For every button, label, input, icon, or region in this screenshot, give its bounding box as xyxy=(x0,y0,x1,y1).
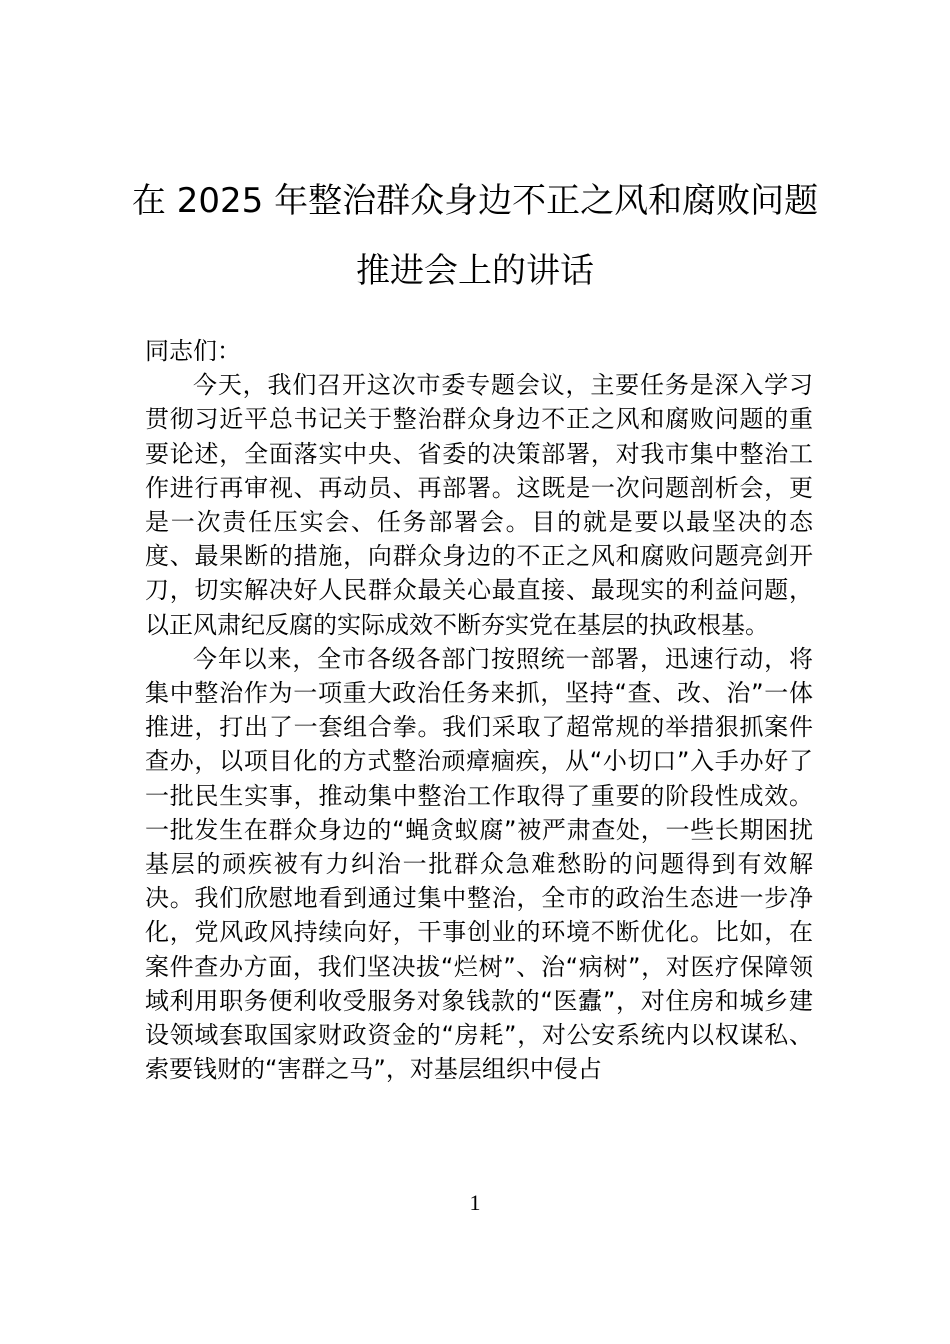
document-title: 在 2025 年整治群众身边不正之风和腐败问题推进会上的讲话 xyxy=(131,181,819,291)
salutation: 同志们： xyxy=(145,337,241,365)
paragraph-1: 今天，我们召开这次市委专题会议，主要任务是深入学习贯彻习近平总书记关于整治群众身边不正之风和腐败问题的重要论述，全面落实中央、省委的决策部署，对我市集中整治工作进行再审视、再动员、再部署。这既是一次问题剖析会，更是一次责任压实会、任务部署会。目的就是要以最坚决的态度、最果断的措施，向群众身边的不正之风和腐败问题亮剑开刀，切实解决好人民群众最关心最直接、最现实的利益问题，以正风肃纪反腐的实际成效不断夯实党在基层的执政根基。 xyxy=(145,371,813,639)
document-body xyxy=(145,334,813,1086)
paragraph-2: 今年以来，全市各级各部门按照统一部署，迅速行动，将集中整治作为一项重大政治任务来抓，坚持“查、改、治”一体推进，打出了一套组合拳。我们采取了超常规的举措狠抓案件查办，以项目化的方式整治顽瘴痼疾，从“小切口”入手办好了一批民生实事，推动集中整治工作取得了重要的阶段性成效。一批发生在群众身边的“蝇贪蚁腐”被严肃查处，一些长期困扰基层的顽疾被有力纠治一批群众急难愁盼的问题得到有效解决。我们欣慰地看到通过集中整治，全市的政治生态进一步净化，党风政风持续向好，干事创业的环境不断优化。比如，在案件查办方面，我们坚决拔“烂树”、治“病树”，对医疗保障领域利用职务便利收受服务对象钱款的“医蠹”，对住房和城乡建设领域套取国家财政资金的“房耗”，对公安系统内以权谋私、索要钱财的“害群之马”，对基层组织中侵占 xyxy=(145,644,813,1084)
page-number: 1 xyxy=(469,1190,481,1215)
